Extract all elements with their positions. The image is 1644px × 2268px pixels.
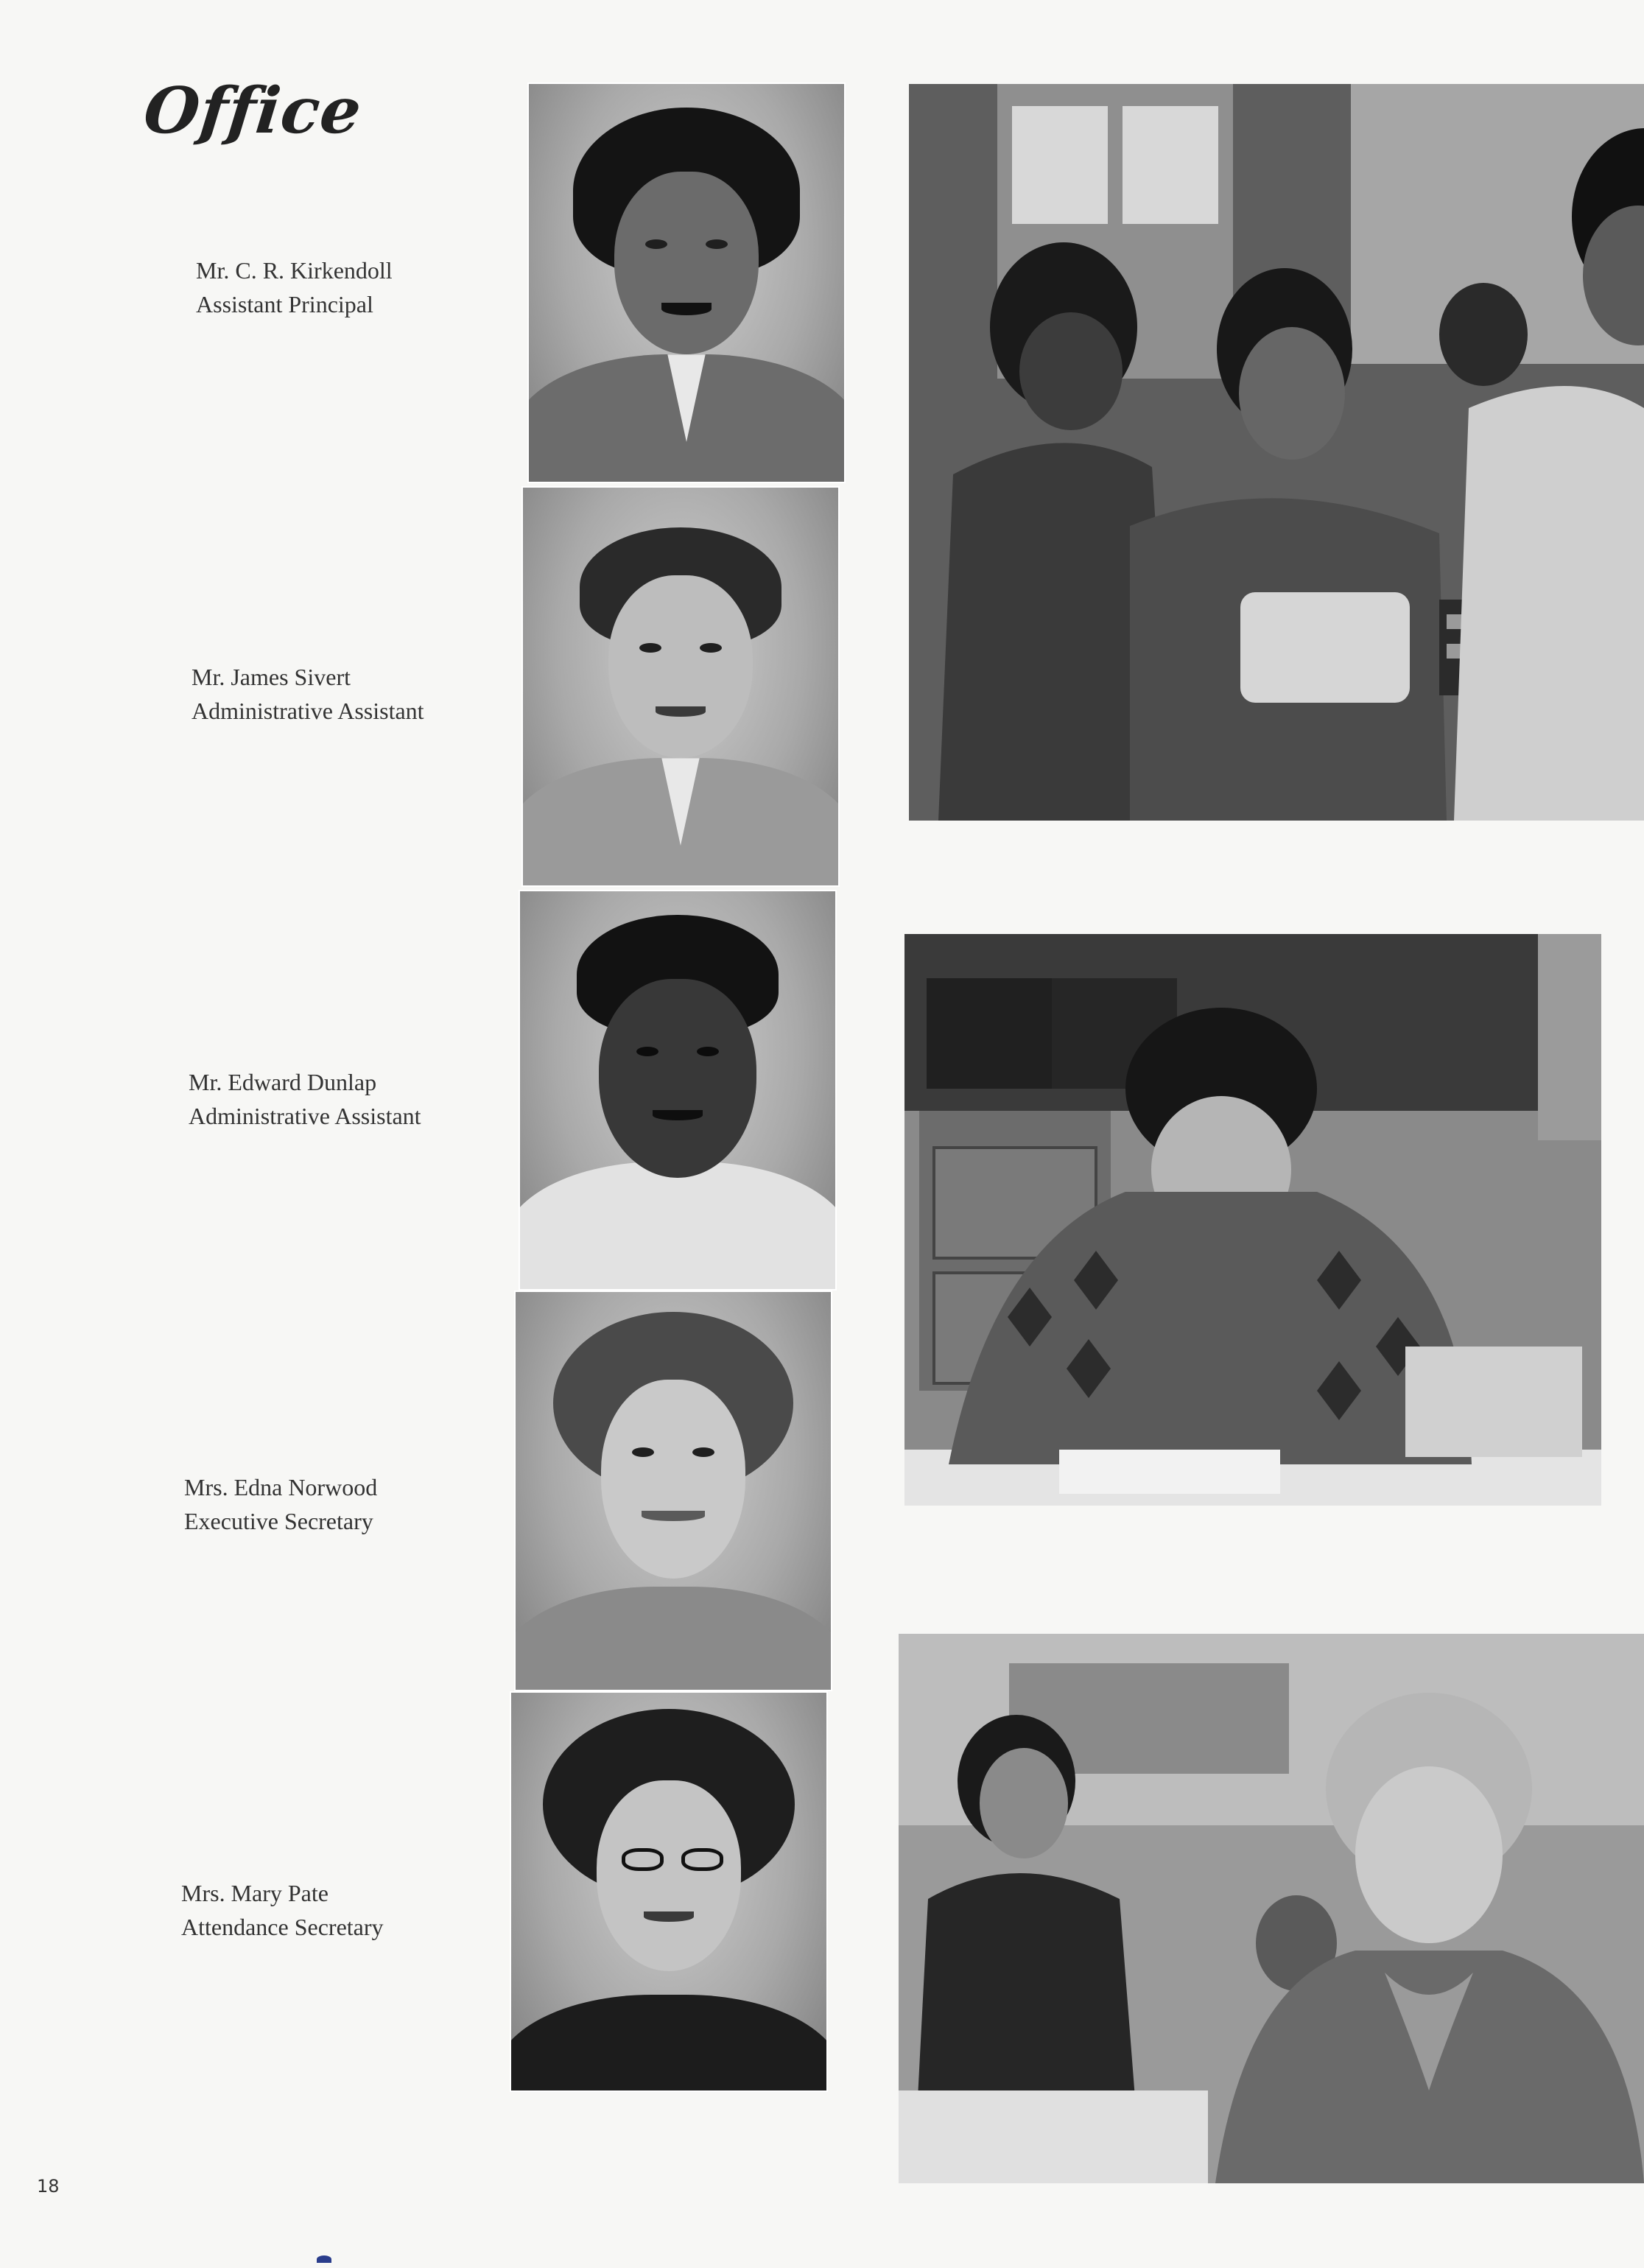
portrait-norwood xyxy=(514,1291,832,1691)
staff-caption-dunlap xyxy=(189,1065,421,1133)
portrait-kirkendoll xyxy=(527,82,846,483)
staff-caption-kirkendoll xyxy=(196,253,393,321)
staff-title: Attendance Secretary xyxy=(181,1914,384,1940)
staff-name: Mr. C. R. Kirkendoll xyxy=(196,257,393,284)
photo-office-staff xyxy=(899,1634,1644,2183)
portrait-sivert xyxy=(521,486,840,887)
staff-title: Administrative Assistant xyxy=(189,1103,421,1129)
staff-name: Mrs. Mary Pate xyxy=(181,1880,329,1906)
photo-students-hallway xyxy=(909,84,1644,821)
staff-title: Assistant Principal xyxy=(196,291,373,317)
staff-name: Mr. James Sivert xyxy=(192,664,351,690)
staff-title: Administrative Assistant xyxy=(192,698,424,724)
staff-caption-sivert xyxy=(192,660,424,728)
staff-name: Mrs. Edna Norwood xyxy=(184,1474,378,1500)
portrait-pate xyxy=(510,1691,828,2092)
page-title: Office xyxy=(140,74,365,148)
page-number: 18 xyxy=(37,2176,60,2197)
staff-caption-pate xyxy=(181,1876,384,1944)
portrait-dunlap xyxy=(519,890,837,1291)
photo-secretary-desk xyxy=(904,934,1601,1506)
staff-caption-norwood xyxy=(184,1470,377,1538)
staff-title: Executive Secretary xyxy=(184,1508,373,1534)
staff-name: Mr. Edward Dunlap xyxy=(189,1069,377,1095)
scan-mark xyxy=(317,2255,331,2263)
